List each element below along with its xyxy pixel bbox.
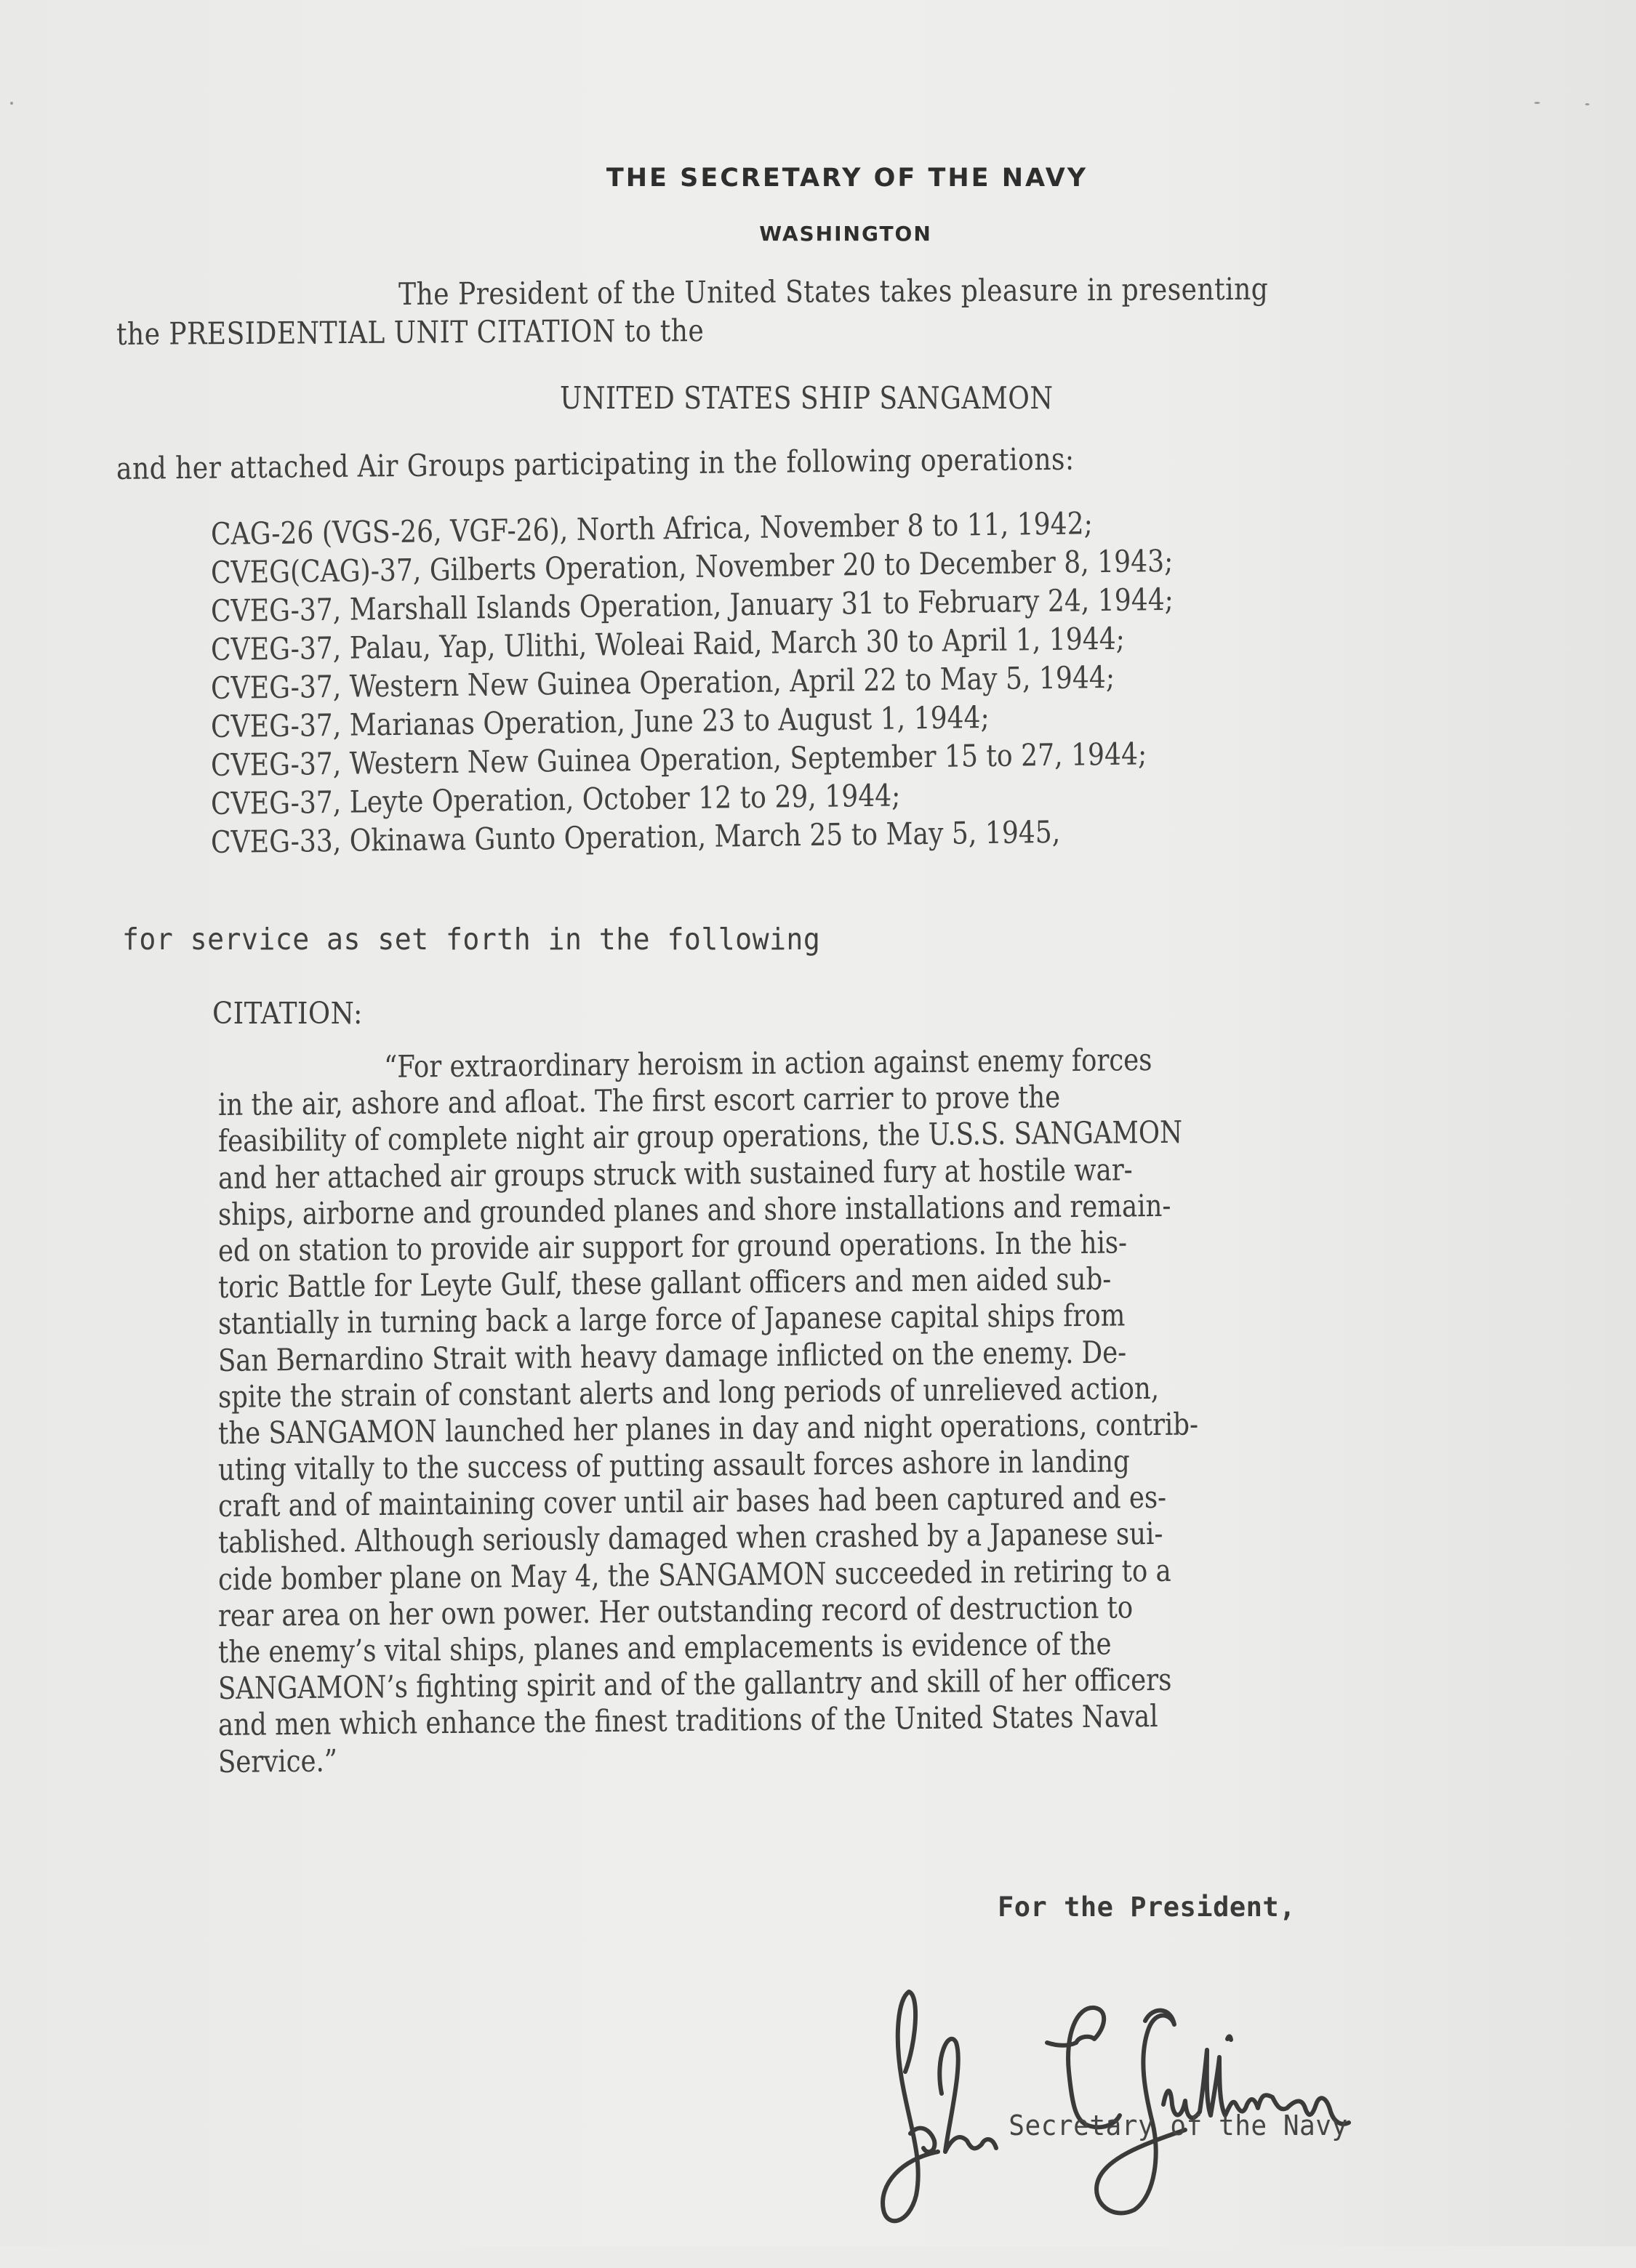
letterhead-city: WASHINGTON [759,222,932,246]
citation-line: and men which enhance the finest traditions of the United States Naval [217,1698,1158,1743]
operations-list [210,505,1330,861]
ship-name: UNITED STATES SHIP SANGAMON [560,380,1054,416]
paper-speck [1534,102,1540,104]
citation-line: cide bomber plane on May 4, the SANGAMON succeeded in retiring to a [217,1552,1171,1597]
citation-line: spite the strain of constant alerts and long periods of unrelieved action, [217,1370,1160,1415]
citation-line: craft and of maintaining cover until air bases had been captured and es- [217,1479,1167,1524]
citation-line: ed on station to provide air support for ground operations. In the his- [217,1224,1128,1268]
citation-line: feasibility of complete night air group operations, the U.S.S. SANGAMON [217,1114,1183,1159]
intro-line-2: the PRESIDENTIAL UNIT CITATION to the [116,313,705,352]
operation-item: CVEG-37, Marianas Operation, June 23 to August 1, 1944; [210,699,990,744]
for-service-line: for service as set forth in the following [122,922,821,957]
closing-line: For the President, [998,1891,1296,1923]
operation-item: CVEG(CAG)-37, Gilberts Operation, November 20 to December 8, 1943; [210,542,1174,590]
citation-line: San Bernardino Strait with heavy damage inflicted on the enemy. De- [217,1333,1127,1378]
operation-item: CVEG-37, Marshall Islands Operation, January 31 to February 24, 1944; [210,581,1174,629]
operation-item: CVEG-37, Western New Guinea Operation, April 22 to May 5, 1944; [210,659,1115,706]
operation-item: CVEG-37, Leyte Operation, October 12 to 29, 1944; [210,777,901,821]
letterhead-title: THE SECRETARY OF THE NAVY [606,164,1088,193]
citation-line: stantially in turning back a large force of Japanese capital ships from [217,1297,1126,1342]
citation-line: the enemy’s vital ships, planes and emplacements is evidence of the [217,1625,1112,1670]
citation-line: tablished. Although seriously damaged when crashed by a Japanese sui- [217,1516,1163,1561]
intro-line-1: The President of the United States takes pleasure in presenting [398,270,1269,312]
operation-item: CVEG-33, Okinawa Gunto Operation, March 25 to May 5, 1945, [210,813,1061,860]
citation-line: toric Battle for Leyte Gulf, these gallant officers and men aided sub- [217,1260,1112,1306]
signatory-title: Secretary of the Navy [1009,2110,1348,2142]
paper-speck [10,102,13,105]
operation-item: CVEG-37, Palau, Yap, Ulithi, Woleai Raid, March 30 to April 1, 1944; [210,620,1126,667]
citation-line: uting vitally to the success of putting assault forces ashore in landing [217,1443,1130,1488]
citation-line: in the air, ashore and afloat. The first escort carrier to prove the [217,1079,1061,1123]
citation-line: SANGAMON’s fighting spirit and of the gallantry and skill of her officers [217,1661,1172,1707]
citation-line: “For extraordinary heroism in action against enemy forces [383,1042,1152,1085]
paper-speck [1585,103,1589,105]
citation-body [217,1042,1541,1780]
citation-heading: CITATION: [212,996,363,1031]
citation-line: Service.” [217,1742,338,1780]
operation-item: CVEG-37, Western New Guinea Operation, September 15 to 27, 1944; [210,736,1147,783]
citation-line: rear area on her own power. Her outstanding record of destruction to [217,1589,1134,1633]
intro-line-3: and her attached Air Groups participating in the following operations: [116,441,1075,486]
citation-line: and her attached air groups struck with sustained fury at hostile war- [217,1151,1133,1196]
citation-line: ships, airborne and grounded planes and shore installations and remain- [217,1187,1171,1232]
citation-line: the SANGAMON launched her planes in day and night operations, contrib- [217,1406,1199,1451]
operation-item: CAG-26 (VGS-26, VGF-26), North Africa, November 8 to 11, 1942; [210,505,1093,552]
